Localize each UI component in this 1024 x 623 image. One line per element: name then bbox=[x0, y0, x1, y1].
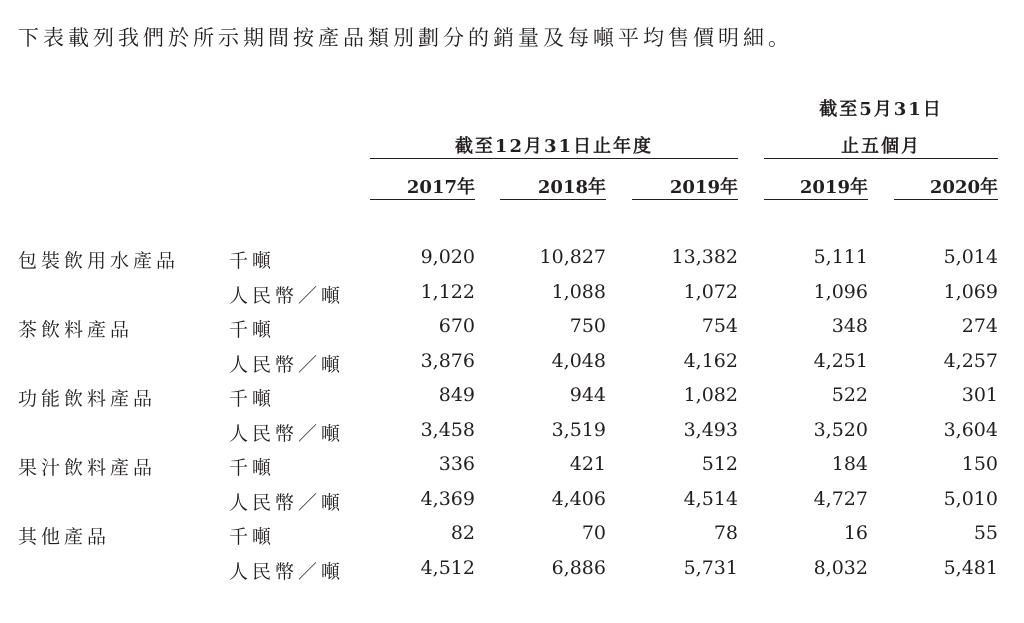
value-2019-year: 3,493 bbox=[683, 419, 738, 441]
category-label: 其他產品 bbox=[18, 526, 111, 548]
column-header-2019-5m: 2019年 bbox=[799, 177, 868, 198]
unit-label: 人民幣／噸 bbox=[229, 561, 345, 583]
unit-label: 千噸 bbox=[229, 319, 276, 341]
value-2018: 10,827 bbox=[539, 246, 606, 268]
value-2017: 82 bbox=[450, 522, 475, 544]
table-row bbox=[0, 419, 1024, 453]
unit-label: 人民幣／噸 bbox=[229, 285, 345, 307]
value-2020-5m: 55 bbox=[973, 522, 998, 544]
value-2019-year: 13,382 bbox=[671, 246, 738, 268]
value-2017: 4,512 bbox=[420, 557, 475, 579]
period-left-rule bbox=[370, 158, 738, 159]
unit-label: 千噸 bbox=[229, 526, 276, 548]
value-2020-5m: 3,604 bbox=[943, 419, 998, 441]
value-2019-year: 754 bbox=[701, 315, 738, 337]
period-right-line2: 止五個月 bbox=[841, 136, 921, 157]
unit-label: 千噸 bbox=[229, 250, 276, 272]
value-2020-5m: 150 bbox=[961, 453, 998, 475]
table-row bbox=[0, 453, 1024, 487]
value-2019-5m: 348 bbox=[831, 315, 868, 337]
unit-label: 人民幣／噸 bbox=[229, 354, 345, 376]
value-2018: 3,519 bbox=[551, 419, 606, 441]
value-2018: 4,048 bbox=[551, 350, 606, 372]
value-2020-5m: 4,257 bbox=[943, 350, 998, 372]
unit-label: 人民幣／噸 bbox=[229, 492, 345, 514]
table-row bbox=[0, 384, 1024, 418]
period-left-header: 截至12月31日止年度 bbox=[454, 136, 654, 157]
value-2019-year: 1,082 bbox=[683, 384, 738, 406]
column-header-2019-year: 2019年 bbox=[669, 177, 738, 198]
intro-text: 下表載列我們於所示期間按產品類別劃分的銷量及每噸平均售價明細。 bbox=[18, 26, 793, 50]
value-2019-5m: 8,032 bbox=[813, 557, 868, 579]
value-2020-5m: 5,014 bbox=[943, 246, 998, 268]
value-2019-year: 5,731 bbox=[683, 557, 738, 579]
column-rule-2019-year bbox=[632, 199, 738, 200]
table-row bbox=[0, 281, 1024, 315]
value-2019-5m: 184 bbox=[831, 453, 868, 475]
value-2020-5m: 274 bbox=[961, 315, 998, 337]
value-2019-year: 4,162 bbox=[683, 350, 738, 372]
value-2019-year: 4,514 bbox=[683, 488, 738, 510]
value-2017: 3,876 bbox=[420, 350, 475, 372]
unit-label: 人民幣／噸 bbox=[229, 423, 345, 445]
value-2019-year: 512 bbox=[701, 453, 738, 475]
value-2018: 4,406 bbox=[551, 488, 606, 510]
table-row bbox=[0, 350, 1024, 384]
column-rule-2017 bbox=[370, 199, 475, 200]
period-right-line1: 截至5月31日 bbox=[819, 99, 943, 120]
table-row bbox=[0, 315, 1024, 349]
value-2020-5m: 5,010 bbox=[943, 488, 998, 510]
column-header-2018: 2018年 bbox=[537, 177, 606, 198]
value-2019-5m: 522 bbox=[831, 384, 868, 406]
value-2020-5m: 301 bbox=[961, 384, 998, 406]
category-label: 包裝飲用水產品 bbox=[18, 250, 180, 272]
table-row bbox=[0, 246, 1024, 280]
table-row bbox=[0, 557, 1024, 591]
value-2017: 3,458 bbox=[420, 419, 475, 441]
value-2019-5m: 3,520 bbox=[813, 419, 868, 441]
column-rule-2019-5m bbox=[764, 199, 868, 200]
value-2017: 9,020 bbox=[420, 246, 475, 268]
table-row bbox=[0, 488, 1024, 522]
category-label: 功能飲料產品 bbox=[18, 388, 157, 410]
value-2018: 750 bbox=[569, 315, 606, 337]
table-row bbox=[0, 522, 1024, 556]
category-label: 茶飲料產品 bbox=[18, 319, 134, 341]
value-2019-5m: 1,096 bbox=[813, 281, 868, 303]
category-label: 果汁飲料產品 bbox=[18, 457, 157, 479]
value-2019-5m: 4,727 bbox=[813, 488, 868, 510]
column-rule-2018 bbox=[500, 199, 606, 200]
value-2019-year: 1,072 bbox=[683, 281, 738, 303]
unit-label: 千噸 bbox=[229, 457, 276, 479]
value-2017: 1,122 bbox=[420, 281, 475, 303]
value-2020-5m: 5,481 bbox=[943, 557, 998, 579]
unit-label: 千噸 bbox=[229, 388, 276, 410]
value-2017: 4,369 bbox=[420, 488, 475, 510]
period-right-rule bbox=[764, 158, 998, 159]
value-2017: 336 bbox=[438, 453, 475, 475]
column-rule-2020-5m bbox=[894, 199, 998, 200]
column-header-2017: 2017年 bbox=[406, 177, 475, 198]
value-2017: 849 bbox=[438, 384, 475, 406]
value-2020-5m: 1,069 bbox=[943, 281, 998, 303]
value-2018: 944 bbox=[569, 384, 606, 406]
value-2018: 70 bbox=[581, 522, 606, 544]
value-2018: 421 bbox=[569, 453, 606, 475]
value-2018: 6,886 bbox=[551, 557, 606, 579]
value-2019-year: 78 bbox=[713, 522, 738, 544]
column-header-2020-5m: 2020年 bbox=[929, 177, 998, 198]
value-2019-5m: 5,111 bbox=[813, 246, 868, 268]
value-2019-5m: 16 bbox=[843, 522, 868, 544]
value-2019-5m: 4,251 bbox=[813, 350, 868, 372]
value-2018: 1,088 bbox=[551, 281, 606, 303]
value-2017: 670 bbox=[438, 315, 475, 337]
